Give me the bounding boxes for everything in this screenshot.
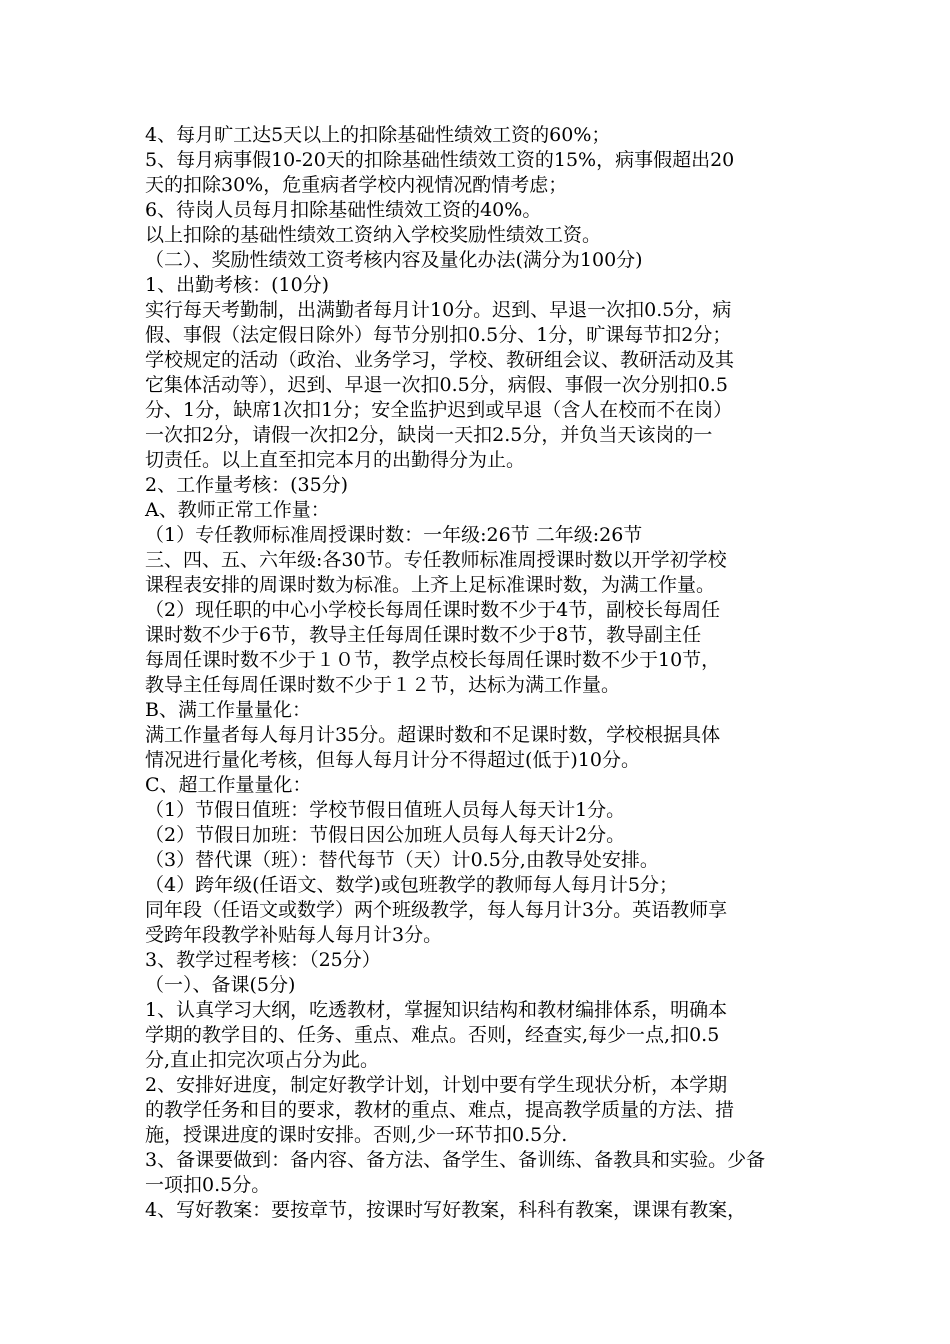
- text-line: （二）、奖励性绩效工资考核内容及量化办法(满分为100分): [145, 249, 643, 271]
- text-line: （一）、备课(5分): [145, 974, 296, 996]
- text-line: 情况进行量化考核，但每人每月计分不得超过(低于)10分。: [145, 749, 641, 771]
- text-line: 课程表安排的周课时数为标准。上齐上足标准课时数，为满工作量。: [145, 574, 716, 596]
- text-line: 每周任课时数不少于１０节，教学点校长每周任课时数不少于10节，: [145, 649, 721, 671]
- text-line: 3、教学过程考核：（25分）: [145, 949, 381, 971]
- text-line: 4、写好教案：要按章节，按课时写好教案，科科有教案，课课有教案，: [145, 1199, 747, 1221]
- text-line: 课时数不少于6节，教导主任每周任课时数不少于8节，教导副主任: [145, 624, 702, 646]
- text-line: （2）现任职的中心小学校长每周任课时数不少于4节，副校长每周任: [145, 599, 721, 621]
- text-line: 1、认真学习大纲，吃透教材，掌握知识结构和教材编排体系，明确本: [145, 999, 728, 1021]
- text-line: 它集体活动等），迟到、早退一次扣0.5分，病假、事假一次分别扣0.5: [145, 374, 728, 396]
- text-line: 3、备课要做到：备内容、备方法、备学生、备训练、备教具和实验。少备: [145, 1149, 766, 1171]
- text-line: 同年段（任语文或数学）两个班级教学，每人每月计3分。英语教师享: [145, 899, 728, 921]
- text-line: 学校规定的活动（政治、业务学习，学校、教研组会议、教研活动及其: [145, 349, 735, 371]
- text-line: 分,直止扣完次项占分为此。: [145, 1049, 380, 1071]
- text-line: （3）替代课（班）：替代每节（天）计0.5分,由教导处安排。: [145, 849, 659, 871]
- text-line: 以上扣除的基础性绩效工资纳入学校奖励性绩效工资。: [145, 224, 602, 246]
- text-line: 满工作量者每人每月计35分。超课时数和不足课时数，学校根据具体: [145, 724, 721, 746]
- text-line: C、超工作量量化：: [145, 774, 312, 796]
- text-line: （1）节假日值班：学校节假日值班人员每人每天计1分。: [145, 799, 626, 821]
- text-line: A、教师正常工作量：: [145, 499, 330, 521]
- text-line: 假、事假（法定假日除外）每节分别扣0.5分、1分，旷课每节扣2分；: [145, 324, 732, 346]
- text-line: 4、每月旷工达5天以上的扣除基础性绩效工资的60%；: [145, 124, 611, 146]
- text-line: 教导主任每周任课时数不少于１２节，达标为满工作量。: [145, 674, 621, 696]
- text-line: 分、1分，缺席1次扣1分；安全监护迟到或早退（含人在校而不在岗）: [145, 399, 733, 421]
- text-line: （2）节假日加班：节假日因公加班人员每人每天计2分。: [145, 824, 626, 846]
- text-line: 2、工作量考核：(35分): [145, 474, 349, 496]
- text-line: 三、四、五、六年级:各30节。专任教师标准周授课时数以开学初学校: [145, 549, 727, 571]
- text-line: 5、每月病事假10-20天的扣除基础性绩效工资的15%，病事假超出20: [145, 149, 735, 171]
- text-line: 实行每天考勤制，出满勤者每月计10分。迟到、早退一次扣0.5分，病: [145, 299, 732, 321]
- text-line: 一项扣0.5分。: [145, 1174, 271, 1196]
- text-line: 1、出勤考核：(10分): [145, 274, 330, 296]
- text-line: 6、待岗人员每月扣除基础性绩效工资的40%。: [145, 199, 542, 221]
- text-line: 受跨年段教学补贴每人每月计3分。: [145, 924, 443, 946]
- text-line: B、满工作量量化：: [145, 699, 311, 721]
- text-line: 2、安排好进度，制定好教学计划，计划中要有学生现状分析，本学期: [145, 1074, 728, 1096]
- text-line: （4）跨年级(任语文、数学)或包班教学的教师每人每月计5分；: [145, 874, 679, 896]
- text-line: （1）专任教师标准周授课时数：一年级:26节 二年级:26节: [145, 524, 643, 546]
- text-line: 的教学任务和目的要求，教材的重点、难点，提高教学质量的方法、措: [145, 1099, 735, 1121]
- text-line: 切责任。以上直至扣完本月的出勤得分为止。: [145, 449, 526, 471]
- text-line: 学期的教学目的、任务、重点、难点。否则，经查实,每少一点,扣0.5: [145, 1024, 720, 1046]
- text-line: 施，授课进度的课时安排。否则,少一环节扣0.5分.: [145, 1124, 568, 1146]
- text-line: 天的扣除30%，危重病者学校内视情况酌情考虑；: [145, 174, 568, 196]
- text-line: 一次扣2分，请假一次扣2分，缺岗一天扣2.5分，并负当天该岗的一: [145, 424, 713, 446]
- document-page: [145, 123, 815, 1223]
